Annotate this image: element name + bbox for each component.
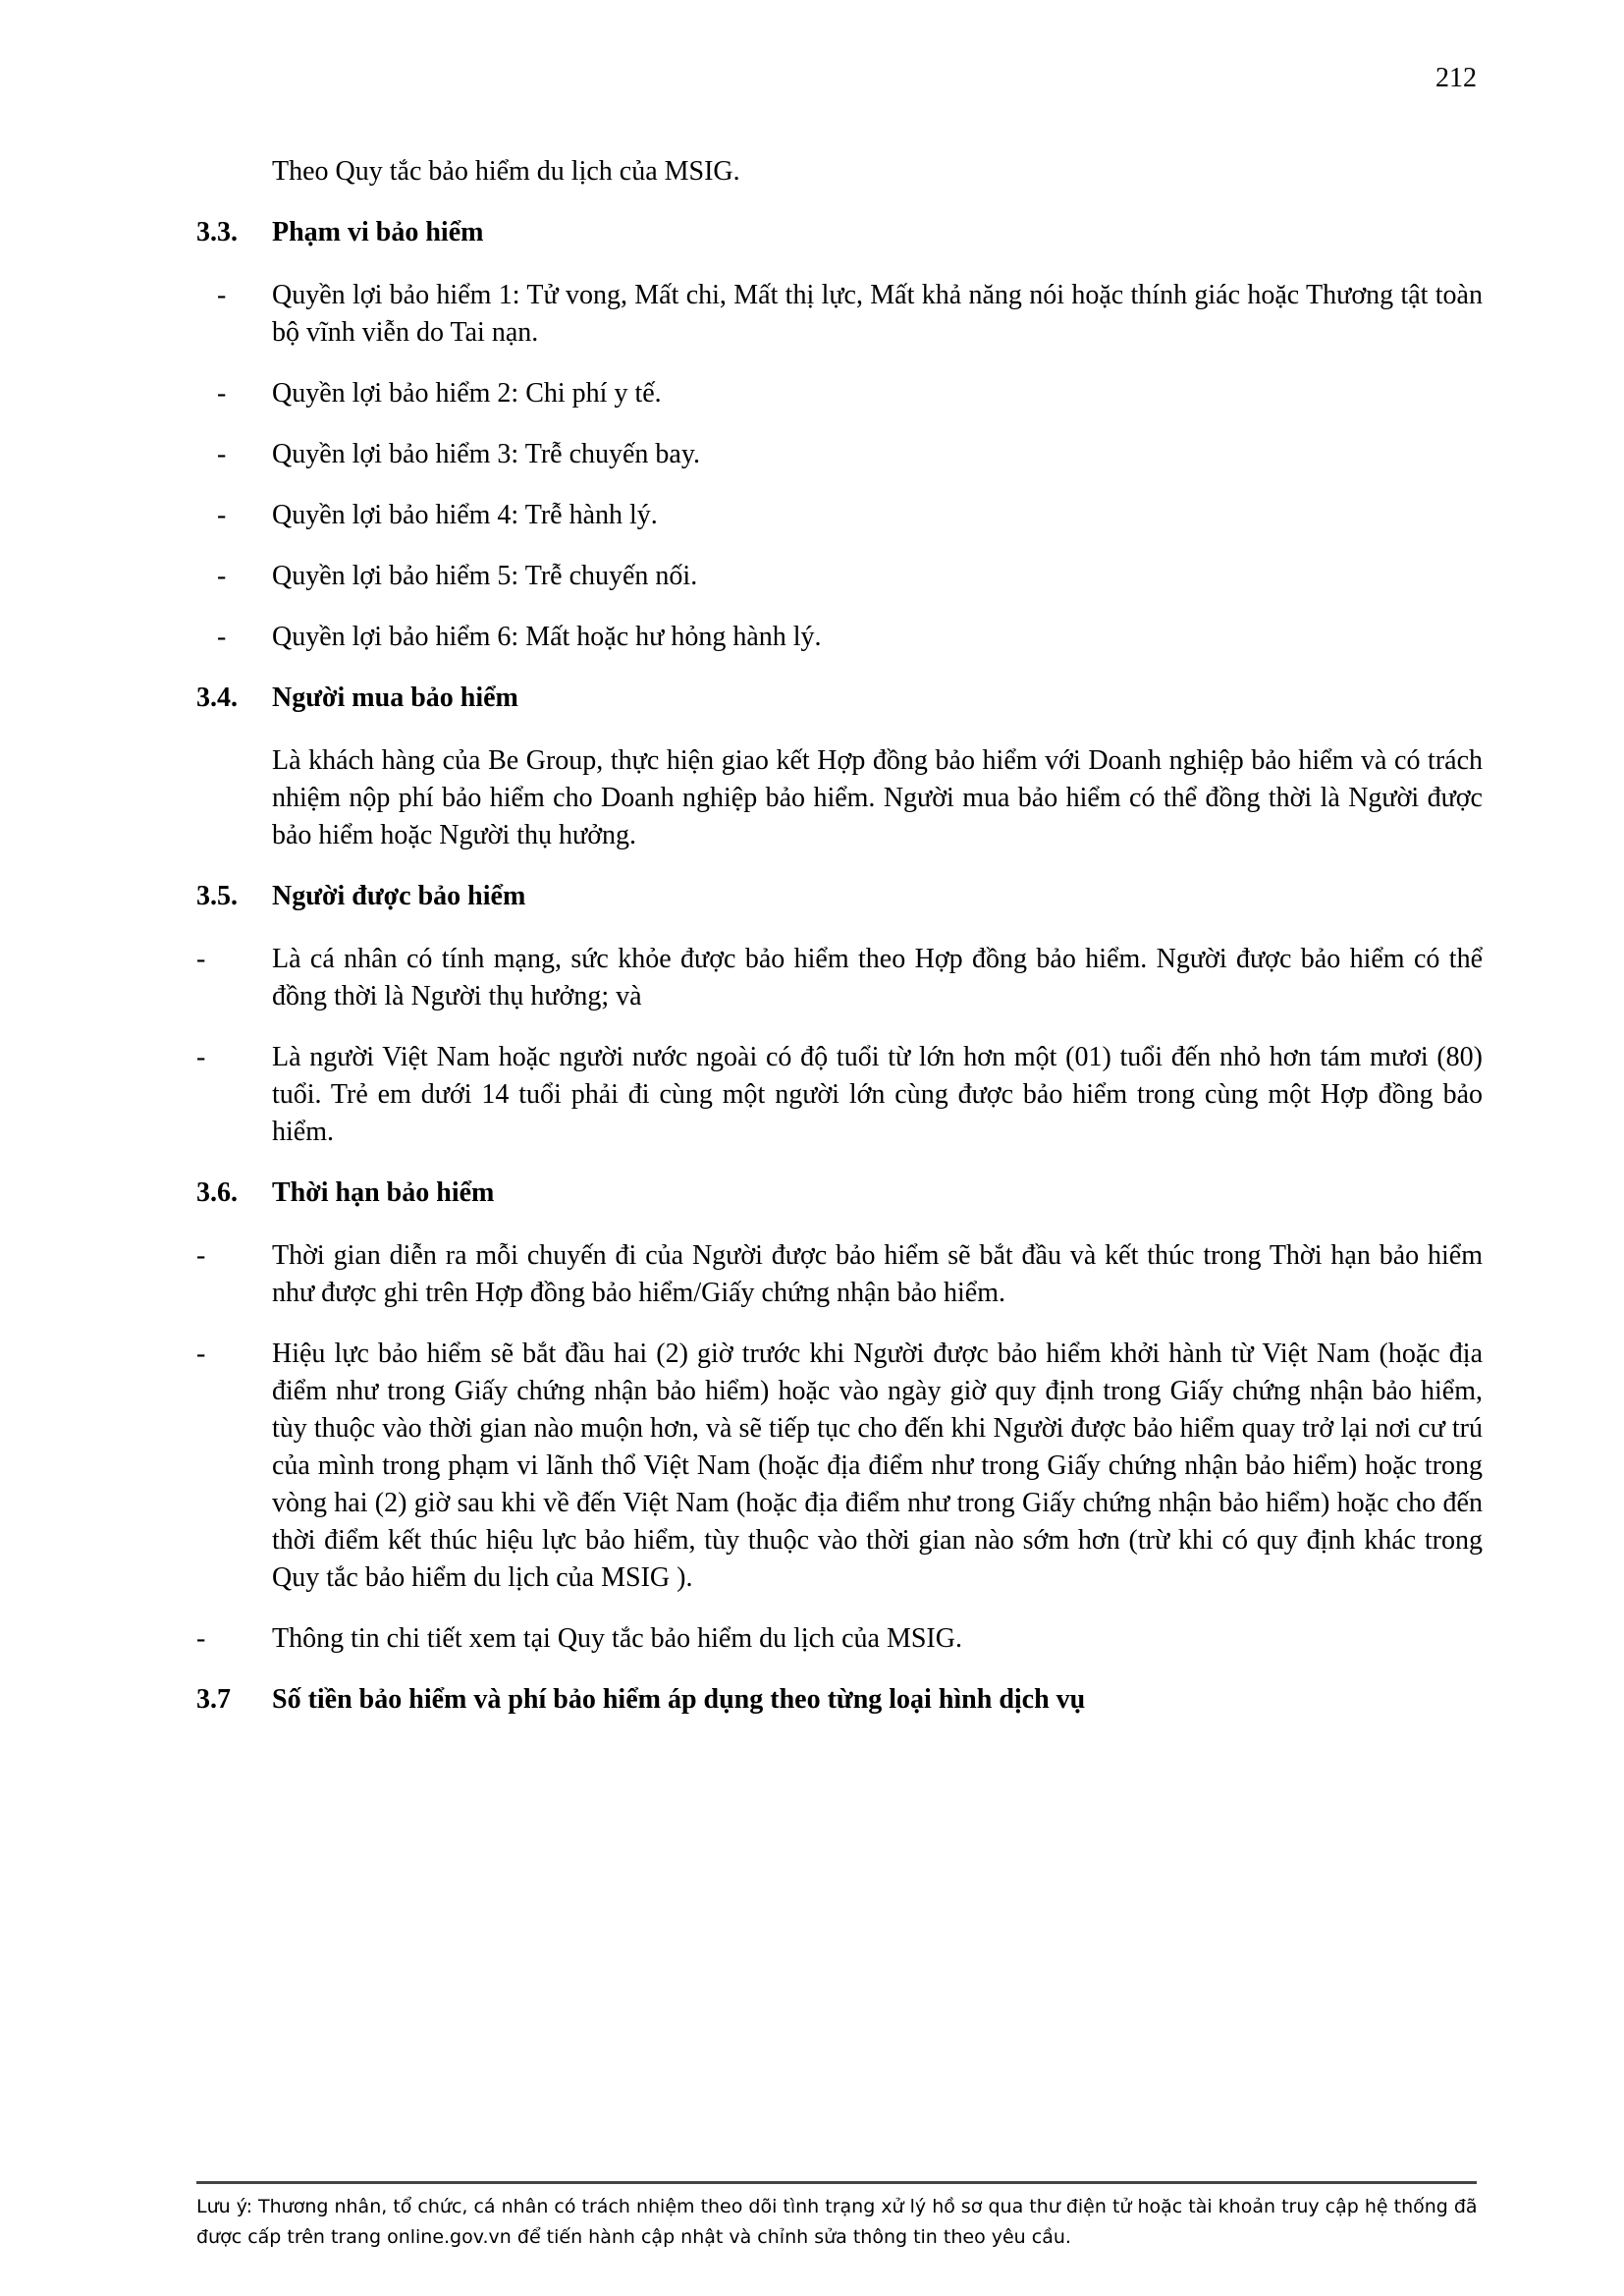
section-heading-3-6	[196, 1175, 1483, 1212]
dash-bullet: -	[217, 439, 227, 469]
page-number: 212	[1435, 63, 1477, 93]
section-number: 3.3.	[196, 217, 238, 247]
list-item	[196, 558, 1483, 595]
section-title: Phạm vi bảo hiểm	[272, 217, 484, 247]
dash-bullet: -	[196, 1623, 206, 1654]
list-item-text: Quyền lợi bảo hiểm 3: Trễ chuyến bay.	[272, 439, 701, 469]
list-item-text: Quyền lợi bảo hiểm 2: Chi phí y tế.	[272, 378, 662, 409]
list-item-text: Là cá nhân có tính mạng, sức khỏe được bảo hiểm theo Hợp đồng bảo hiểm. Người được bảo hiểm có thể đồng thời là Người thụ hưởng; và	[272, 944, 1483, 1011]
list-item	[196, 436, 1483, 473]
section-number: 3.6.	[196, 1177, 238, 1208]
section-title: Số tiền bảo hiểm và phí bảo hiểm áp dụng theo từng loại hình dịch vụ	[272, 1684, 1086, 1715]
list-item	[196, 497, 1483, 534]
dash-bullet: -	[217, 561, 227, 591]
list-item-text: Thời gian diễn ra mỗi chuyến đi của Người được bảo hiểm sẽ bắt đầu và kết thúc trong Thời hạn bảo hiểm như được ghi trên Hợp đồng bảo hiểm/Giấy chứng nhận bảo hiểm.	[272, 1240, 1483, 1308]
list-item-text: Quyền lợi bảo hiểm 1: Tử vong, Mất chi, Mất thị lực, Mất khả năng nói hoặc thính giác hoặc Thương tật toàn bộ vĩnh viễn do Tai nạn.	[272, 280, 1483, 348]
dash-bullet: -	[196, 1339, 206, 1369]
list-item-text: Quyền lợi bảo hiểm 5: Trễ chuyến nối.	[272, 561, 698, 591]
footer-divider	[196, 2181, 1477, 2184]
dash-bullet: -	[196, 1240, 206, 1271]
list-item-text: Quyền lợi bảo hiểm 4: Trễ hành lý.	[272, 500, 658, 530]
list-item	[196, 619, 1483, 656]
section-heading-3-3	[196, 214, 1483, 251]
list-item	[196, 1237, 1483, 1312]
list-item	[196, 277, 1483, 352]
section-number: 3.7	[196, 1684, 231, 1715]
section-paragraph: Là khách hàng của Be Group, thực hiện giao kết Hợp đồng bảo hiểm với Doanh nghiệp bảo hiểm và có trách nhiệm nộp phí bảo hiểm cho Doanh nghiệp bảo hiểm. Người mua bảo hiểm có thể đồng thời là Người được bảo hiểm hoặc Người thụ hưởng.	[272, 745, 1483, 850]
list-item	[196, 1620, 1483, 1658]
dash-bullet: -	[217, 280, 227, 310]
list-item-text: Quyền lợi bảo hiểm 6: Mất hoặc hư hỏng hành lý.	[272, 622, 822, 652]
dash-bullet: -	[196, 1042, 206, 1072]
section-title: Người mua bảo hiểm	[272, 683, 518, 713]
list-item-text: Là người Việt Nam hoặc người nước ngoài có độ tuổi từ lớn hơn một (01) tuổi đến nhỏ hơn tám mươi (80) tuổi. Trẻ em dưới 14 tuổi phải đi cùng một người lớn cùng được bảo hiểm trong cùng một Hợp đồng bảo hiểm.	[272, 1042, 1483, 1147]
dash-bullet: -	[217, 622, 227, 652]
section-number: 3.5.	[196, 881, 238, 911]
list-item-text: Thông tin chi tiết xem tại Quy tắc bảo hiểm du lịch của MSIG.	[272, 1623, 962, 1654]
section-heading-3-4	[196, 680, 1483, 717]
dash-bullet: -	[196, 944, 206, 974]
list-item	[196, 1039, 1483, 1151]
list-item	[196, 1336, 1483, 1597]
dash-bullet: -	[217, 500, 227, 530]
section-heading-3-5	[196, 878, 1483, 915]
intro-paragraph: Theo Quy tắc bảo hiểm du lịch của MSIG.	[272, 156, 740, 187]
list-item-text: Hiệu lực bảo hiểm sẽ bắt đầu hai (2) giờ trước khi Người được bảo hiểm khởi hành từ Việt Nam (hoặc địa điểm như trong Giấy chứng nhận bảo hiểm) hoặc vào ngày giờ quy định trong Giấy chứng nhận bảo hiểm, tùy thuộc vào thời gian nào muộn hơn, và sẽ tiếp tục cho đến khi Người được bảo hiểm quay trở lại nơi cư trú của mình trong phạm vi lãnh thổ Việt Nam (hoặc địa điểm như trong Giấy chứng nhận bảo hiểm) hoặc trong vòng hai (2) giờ sau khi về đến Việt Nam (hoặc địa điểm như trong Giấy chứng nhận bảo hiểm) hoặc cho đến thời điểm kết thúc hiệu lực bảo hiểm, tùy thuộc vào thời gian nào sớm hơn (trừ khi có quy định khác trong Quy tắc bảo hiểm du lịch của MSIG ).	[272, 1339, 1483, 1593]
list-item	[196, 941, 1483, 1015]
dash-bullet: -	[217, 378, 227, 409]
document-body	[196, 153, 1483, 1744]
section-number: 3.4.	[196, 683, 238, 713]
section-title: Thời hạn bảo hiểm	[272, 1177, 495, 1208]
list-item	[196, 375, 1483, 412]
section-title: Người được bảo hiểm	[272, 881, 526, 911]
footer-note: Lưu ý: Thương nhân, tổ chức, cá nhân có trách nhiệm theo dõi tình trạng xử lý hồ sơ qua thư điện tử hoặc tài khoản truy cập hệ thống đã được cấp trên trang online.gov.vn để tiến hành cập nhật và chỉnh sửa thông tin theo yêu cầu.	[196, 2196, 1478, 2248]
section-heading-3-7	[196, 1681, 1483, 1719]
